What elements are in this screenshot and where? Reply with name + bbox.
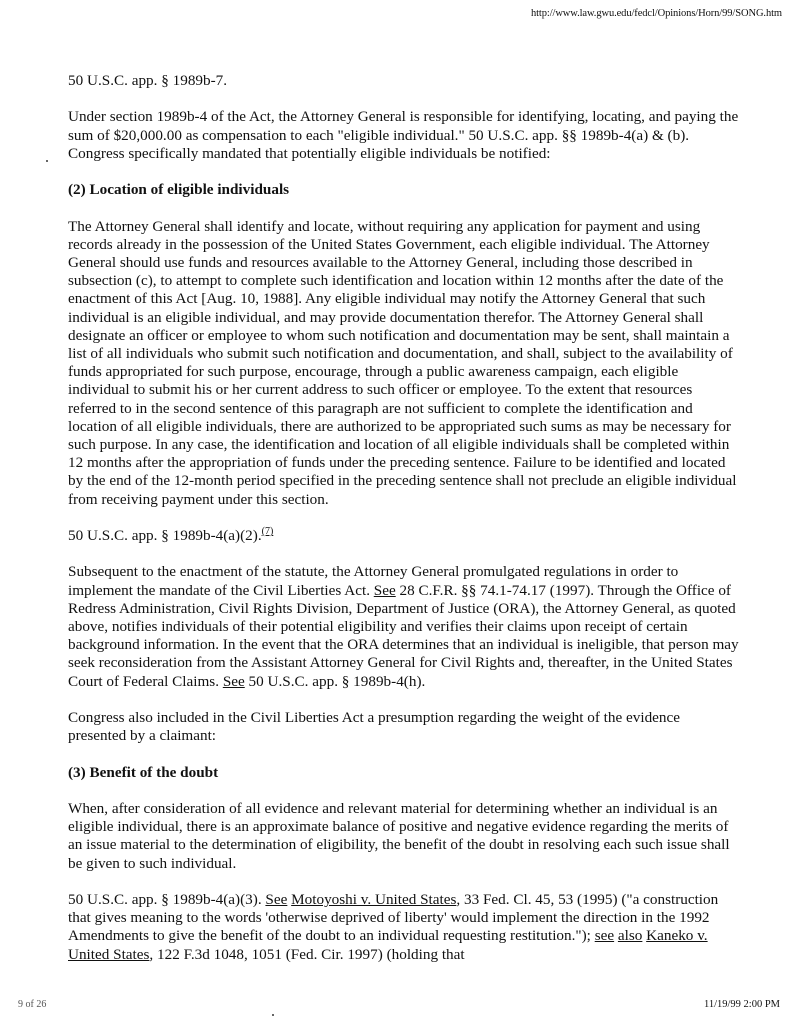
document-body <box>68 72 740 982</box>
scan-speck <box>272 1014 274 1016</box>
citation-paragraph: 50 U.S.C. app. § 1989b-7. <box>68 72 228 89</box>
case-name: Kaneko v. United States <box>68 927 708 963</box>
statute-quote: When, after consideration of all evidence and relevant material for determining whether an individual is an eligible individual, there is an approximate balance of positive and negative evidence regarding the merits of an issue material to the determination of eligibility, the benefit of the doubt in resolving each such issue shall be given to such individual. <box>68 800 730 872</box>
page-number: 9 of 26 <box>18 999 47 1010</box>
text-run: 50 U.S.C. app. § 1989b-4(h). <box>244 672 426 690</box>
body-paragraph <box>68 891 740 964</box>
section-heading: (2) Location of eligible individuals <box>68 181 290 199</box>
body-paragraph: Congress also included in the Civil Liberties Act a presumption regarding the weight of the evidence presented by a claimant: <box>68 709 680 745</box>
text-run: 50 U.S.C. app. § 1989b-4(a)(3). <box>68 891 266 908</box>
citation-paragraph <box>68 527 740 545</box>
also-signal: also <box>617 927 643 945</box>
see-signal: See <box>373 581 396 599</box>
see-signal: See <box>265 891 288 908</box>
page-url: http://www.law.gwu.edu/fedcl/Opinions/Horn/99/SONG.htm <box>530 8 782 19</box>
see-signal: see <box>594 927 615 945</box>
scan-speck <box>46 160 48 162</box>
text-run: , 122 F.3d 1048, 1051 (Fed. Cir. 1997) (holding that <box>149 945 465 963</box>
text-run: 28 C.F.R. §§ 74.1-74.17 (1997). Through the Office of Redress Administration, Civil Rights Division, Department of Justice (ORA), the Attorney General, as quoted above, notifies individuals of their potential eligibility and verifies their claims upon receipt of certain background information. In the event that the ORA determines that an individual is ineligible, that person may seek reconsideration from the Assistant Attorney General for Civil Rights and, thereafter, in the United States Court of Federal Claims. <box>68 581 739 690</box>
see-signal: See <box>222 672 245 690</box>
statute-quote: The Attorney General shall identify and locate, without requiring any application for payment and using records already in the possession of the United States Government, each eligible individual. The Attorney General should use funds and resources available to the Attorney General, including those described in subsection (c), to attempt to complete such identification and location within 12 months after the date of the enactment of this Act [Aug. 10, 1988]. Any eligible individual may notify the Attorney General that such individual is an eligible individual, and may provide documentation therefor. The Attorney General shall designate an officer or employee to whom such notification and documentation may be sent, shall maintain a list of all individuals who submit such notification and documentation, and shall, subject to the availability of funds appropriated for such purpose, encourage, through a public awareness campaign, each eligible individual to submit his or her current address to such officer or employee. To the extent that resources referred to in the second sentence of this paragraph are not sufficient to complete the identification and location of all eligible individuals, there are authorized to be appropriated such sums as may be necessary for such purpose. In any case, the identification and location of all eligible individuals shall be completed within 12 months after the appropriation of funds under the preceding sentence. Failure to be identified and located by the end of the 12-month period specified in the preceding sentence shall not preclude an eligible individual from receiving payment under this section. <box>68 217 737 508</box>
text-run: Subsequent to the enactment of the statute, the Attorney General promulgated regulations in order to implement the mandate of the Civil Liberties Act. <box>68 563 679 599</box>
section-heading: (3) Benefit of the doubt <box>68 763 219 781</box>
body-paragraph <box>68 563 740 690</box>
footnote-link[interactable]: (7) <box>261 525 274 537</box>
citation-text: 50 U.S.C. app. § 1989b-4(a)(2). <box>68 527 262 545</box>
body-paragraph: Under section 1989b-4 of the Act, the Attorney General is responsible for identifying, locating, and paying the sum of $20,000.00 as compensation to each "eligible individual." 50 U.S.C. app. §§ 1989b-4(a) & (b). Congress specifically mandated that potentially eligible individuals be notified: <box>68 108 739 162</box>
case-name: Motoyoshi v. United States <box>291 891 457 908</box>
text-run: , 33 Fed. Cl. 45, 53 (1995) ("a construction that gives meaning to the words 'otherwise deprived of liberty' would implement the direction in the 1992 Amendments to give the benefit of the doubt to an individual requesting restitution."); <box>68 891 719 945</box>
print-timestamp: 11/19/99 2:00 PM <box>703 999 780 1010</box>
